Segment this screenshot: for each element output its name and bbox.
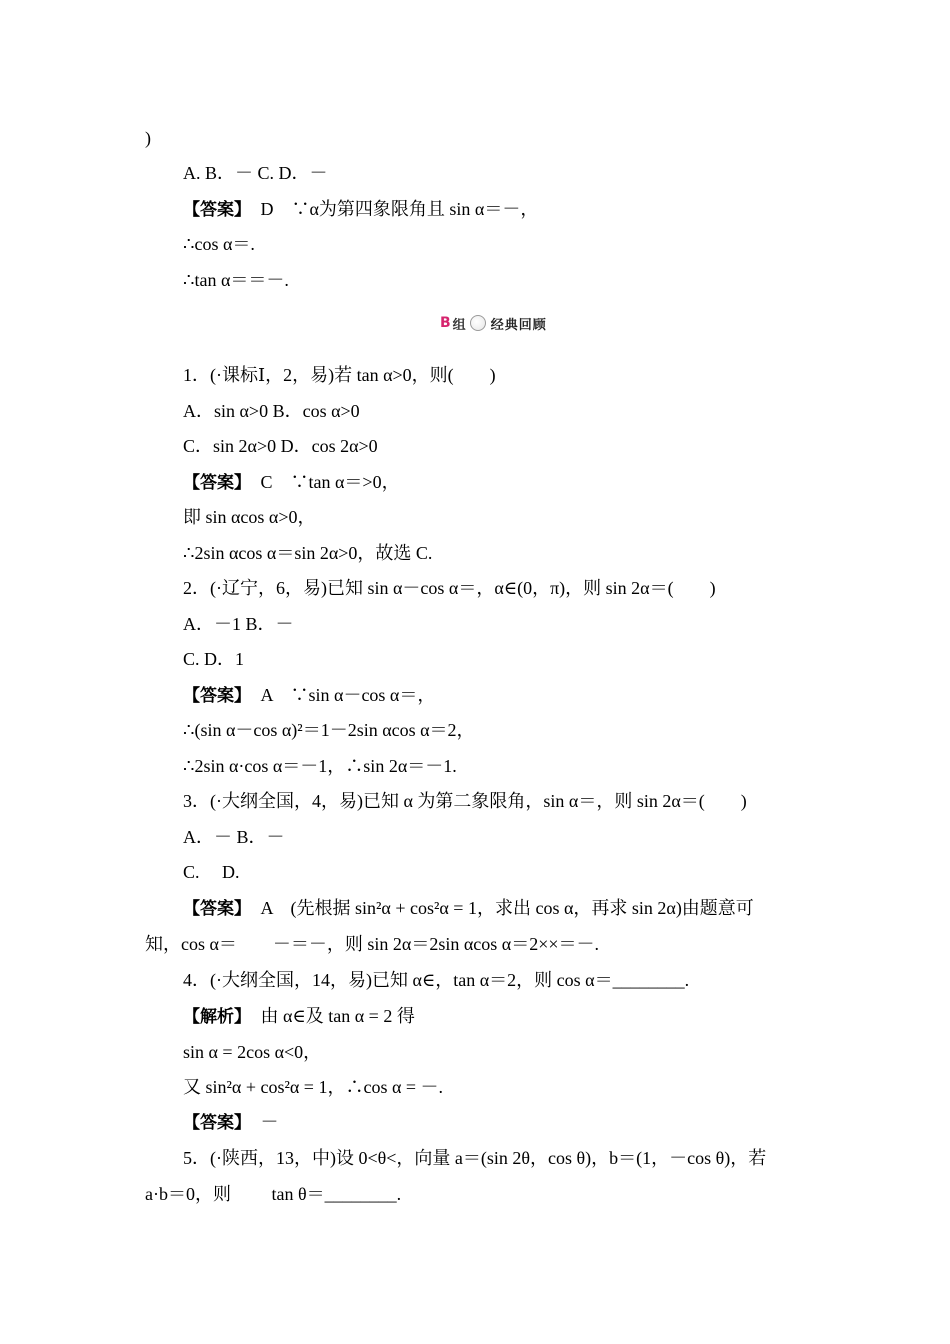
section-group: 组 [452,317,466,333]
answer-text: D ∵α为第四象限角且 sin α＝－， [242,199,539,219]
question-1: 1．(·课标Ⅰ，2，易)若 tan α>0，则( ) [183,365,496,385]
answer-line [183,683,435,708]
text-line: a·b＝0，则 tan θ＝________. [145,1184,402,1204]
answer-label: 【答案】 [183,200,243,220]
text-line: sin α = 2cos α<0， [183,1042,322,1062]
text-line: 即 sin αcos α>0， [183,507,316,527]
answer-options: C. D. [183,862,240,882]
answer-options: C．sin 2α>0 D．cos 2α>0 [183,436,378,456]
answer-options: A．－ B．－ [183,827,285,847]
section-letter: B [440,315,451,331]
question-2: 2．(·辽宁，6，易)已知 sin α－cos α＝，α∈(0，π)，则 sin 2α＝( ) [183,578,716,598]
answer-line [183,1110,279,1135]
question-5: 5．(·陕西，13，中)设 0<θ<，向量 a＝(sin 2θ，cos θ)，b＝(1，－cos θ)，若 [183,1148,767,1168]
answer-text: C ∵tan α＝>0， [242,472,400,492]
text-line: ∴cos α＝. [183,234,255,254]
answer-options: A．sin α>0 B．cos α>0 [183,401,360,421]
text-line: ∴(sin α－cos α)²＝1－2sin αcos α＝2， [183,720,475,740]
question-3: 3．(·大纲全国，4，易)已知 α 为第二象限角，sin α＝，则 sin 2α＝( ) [183,791,747,811]
text-line: 知，cos α＝ －＝－，则 sin 2α＝2sin αcos α＝2××＝－. [145,934,600,954]
answer-label: 【答案】 [183,686,243,706]
answer-options: A. B．－ C. D．－ [183,163,328,183]
answer-text: A (先根据 sin²α + cos²α = 1，求出 cos α，再求 sin 2α)由题意可 [242,898,754,918]
answer-text: － [242,1112,279,1132]
text-line: ∴tan α＝＝－. [183,270,289,290]
section-title: 经典回顾 [490,317,547,333]
answer-options: A．－1 B．－ [183,614,294,634]
question-4: 4．(·大纲全国，14，易)已知 α∈，tan α＝2，则 cos α＝________. [183,970,690,990]
text-line: ∴2sin αcos α＝sin 2α>0，故选 C. [183,543,433,563]
text-line: 又 sin²α + cos²α = 1，∴cos α = －. [183,1077,444,1097]
text-line: ) [145,128,151,148]
answer-label: 【答案】 [183,1113,243,1133]
answer-line [183,470,400,495]
answer-label: 【答案】 [183,473,243,493]
answer-options: C. D．1 [183,649,245,669]
analysis-label: 【解析】 [183,1007,243,1027]
answer-line [183,197,538,222]
section-circle-icon [470,315,486,331]
answer-line [183,896,754,921]
answer-label: 【答案】 [183,899,243,919]
section-header [440,311,547,335]
text-line: ∴2sin α·cos α＝－1，∴sin 2α＝－1. [183,756,457,776]
analysis-line [183,1004,415,1029]
analysis-text: 由 α∈及 tan α = 2 得 [242,1006,415,1026]
answer-text: A ∵sin α－cos α＝， [242,685,436,705]
